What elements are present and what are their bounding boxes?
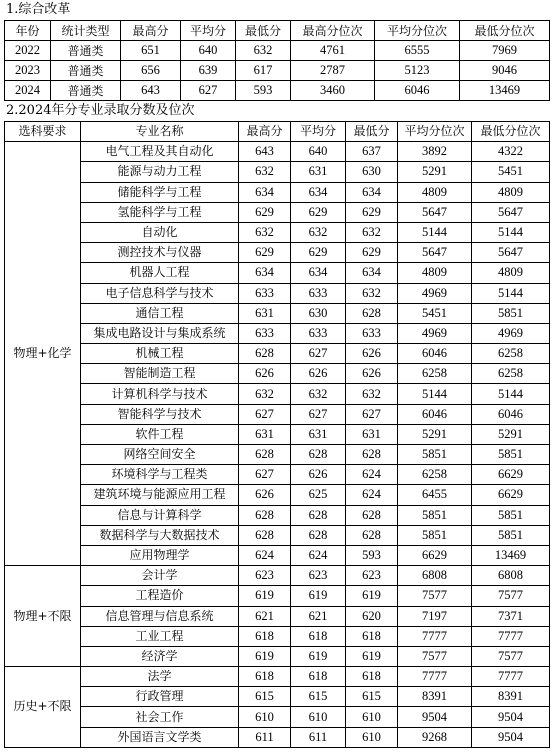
table-cell: 5291 [472, 424, 550, 444]
table-cell: 5851 [472, 505, 550, 525]
table-cell: 7777 [472, 626, 550, 646]
table-cell: 656 [121, 61, 181, 81]
major-name-cell: 集成电路设计与集成系统 [81, 323, 239, 343]
table-row [5, 263, 550, 283]
table-cell: 619 [239, 646, 291, 666]
table-cell: 628 [291, 525, 346, 545]
table-cell: 5291 [398, 162, 472, 182]
table-cell: 634 [291, 263, 346, 283]
table-cell: 631 [239, 424, 291, 444]
major-name-cell: 计算机科学与技术 [81, 384, 239, 404]
table-cell: 5851 [398, 525, 472, 545]
table-cell: 615 [346, 687, 398, 707]
column-header: 最低分 [236, 21, 291, 41]
table-cell: 629 [291, 202, 346, 222]
major-name-cell: 电气工程及其自动化 [81, 142, 239, 162]
major-name-cell: 应用物理学 [81, 545, 239, 565]
table-row [5, 646, 550, 666]
table-cell: 618 [239, 667, 291, 687]
major-name-cell: 机械工程 [81, 344, 239, 364]
table-cell: 626 [291, 465, 346, 485]
column-header: 最低分位次 [472, 122, 550, 142]
column-header: 年份 [5, 21, 51, 41]
table-row [5, 505, 550, 525]
table-cell: 633 [239, 323, 291, 343]
major-name-cell: 会计学 [81, 566, 239, 586]
table-cell: 5144 [398, 384, 472, 404]
column-header: 最低分位次 [460, 21, 550, 41]
table-cell: 7371 [472, 606, 550, 626]
table-cell: 643 [121, 81, 181, 101]
table-row [5, 667, 550, 687]
table-cell: 627 [239, 465, 291, 485]
table-cell: 619 [346, 646, 398, 666]
table-cell: 634 [239, 263, 291, 283]
table-cell: 628 [346, 505, 398, 525]
table-row [5, 485, 550, 505]
table-cell: 5144 [472, 222, 550, 242]
table-cell: 623 [346, 566, 398, 586]
subject-requirement-cell: 物理+化学 [5, 142, 81, 566]
column-header: 平均分位次 [375, 21, 460, 41]
table-cell: 5851 [472, 445, 550, 465]
table-cell: 3460 [291, 81, 375, 101]
table-cell: 627 [181, 81, 236, 101]
subject-requirement-cell: 历史+不限 [5, 667, 81, 748]
table-cell: 610 [346, 727, 398, 747]
table-cell: 630 [346, 162, 398, 182]
table-cell: 618 [346, 667, 398, 687]
table-cell: 634 [346, 182, 398, 202]
table-row [5, 61, 550, 81]
table-cell: 626 [346, 344, 398, 364]
table-cell: 5144 [472, 384, 550, 404]
table-cell: 4969 [398, 283, 472, 303]
table-cell: 631 [291, 162, 346, 182]
table-cell: 普通类 [51, 41, 121, 61]
table-cell: 629 [346, 243, 398, 263]
major-name-cell: 电子信息科学与技术 [81, 283, 239, 303]
major-name-cell: 自动化 [81, 222, 239, 242]
table-cell: 628 [346, 445, 398, 465]
section1-title: 1.综合改革 [6, 2, 71, 17]
major-name-cell: 外国语言文学类 [81, 727, 239, 747]
table-row [5, 727, 550, 747]
table-cell: 632 [291, 222, 346, 242]
table-cell: 619 [291, 646, 346, 666]
table-cell: 632 [291, 384, 346, 404]
table-cell: 615 [291, 687, 346, 707]
table-cell: 5851 [472, 303, 550, 323]
table-cell: 3892 [398, 142, 472, 162]
table-cell: 5647 [472, 243, 550, 263]
major-name-cell: 机器人工程 [81, 263, 239, 283]
table-cell: 普通类 [51, 81, 121, 101]
table-cell: 632 [346, 283, 398, 303]
column-header: 最高分位次 [291, 21, 375, 41]
column-header: 最高分 [121, 21, 181, 41]
table-cell: 628 [346, 525, 398, 545]
table-cell: 629 [239, 243, 291, 263]
table-cell: 624 [239, 545, 291, 565]
table-cell: 619 [346, 586, 398, 606]
table-cell: 621 [239, 606, 291, 626]
table-row [5, 465, 550, 485]
major-name-cell: 社会工作 [81, 707, 239, 727]
table-row [5, 364, 550, 384]
table-cell: 6629 [472, 465, 550, 485]
major-name-cell: 通信工程 [81, 303, 239, 323]
table-cell: 9268 [398, 727, 472, 747]
table-cell: 13469 [472, 545, 550, 565]
table-cell: 624 [346, 465, 398, 485]
table-cell: 6629 [472, 485, 550, 505]
major-name-cell: 经济学 [81, 646, 239, 666]
table-cell: 632 [346, 222, 398, 242]
table-cell: 5851 [398, 445, 472, 465]
table-row [5, 545, 550, 565]
table-cell: 626 [239, 364, 291, 384]
table-cell: 9504 [398, 707, 472, 727]
table-row [5, 41, 550, 61]
table-cell: 6046 [398, 344, 472, 364]
table-cell: 7577 [398, 586, 472, 606]
table-cell: 634 [291, 182, 346, 202]
table-cell: 5851 [398, 505, 472, 525]
table-cell: 634 [346, 263, 398, 283]
table-row [5, 525, 550, 545]
table-cell: 618 [291, 626, 346, 646]
table-cell: 5144 [398, 222, 472, 242]
table-header-row [5, 122, 550, 142]
table-cell: 626 [346, 364, 398, 384]
table-row [5, 202, 550, 222]
table-cell: 7577 [472, 646, 550, 666]
major-name-cell: 智能科学与技术 [81, 404, 239, 424]
table-row [5, 81, 550, 101]
table-cell: 628 [239, 445, 291, 465]
table-cell: 626 [291, 364, 346, 384]
table-cell: 625 [291, 485, 346, 505]
table-cell: 621 [291, 606, 346, 626]
column-header: 最高分 [239, 122, 291, 142]
table-row [5, 142, 550, 162]
table-cell: 627 [239, 404, 291, 424]
table-cell: 8391 [398, 687, 472, 707]
major-name-cell: 储能科学与工程 [81, 182, 239, 202]
table-row [5, 162, 550, 182]
table-cell: 630 [291, 303, 346, 323]
table-cell: 615 [239, 687, 291, 707]
table-cell: 623 [291, 566, 346, 586]
table-cell: 6046 [375, 81, 460, 101]
major-name-cell: 建筑环境与能源应用工程 [81, 485, 239, 505]
table-cell: 6046 [398, 404, 472, 424]
table-cell: 632 [346, 384, 398, 404]
table-cell: 629 [239, 202, 291, 222]
major-name-cell: 测控技术与仪器 [81, 243, 239, 263]
table-cell: 628 [291, 505, 346, 525]
table-cell: 618 [346, 626, 398, 646]
table-cell: 631 [239, 303, 291, 323]
table-cell: 640 [291, 142, 346, 162]
table-cell: 640 [181, 41, 236, 61]
section2-title: 2.2024年分专业录取分数及位次 [6, 103, 195, 118]
table-cell: 619 [239, 586, 291, 606]
table-cell: 6258 [398, 364, 472, 384]
major-name-cell: 软件工程 [81, 424, 239, 444]
table-cell: 619 [291, 586, 346, 606]
table-cell: 6258 [472, 364, 550, 384]
table-cell: 7777 [398, 667, 472, 687]
major-name-cell: 能源与动力工程 [81, 162, 239, 182]
table-cell: 627 [291, 404, 346, 424]
table-cell: 643 [239, 142, 291, 162]
table-cell: 2022 [5, 41, 51, 61]
table-row [5, 566, 550, 586]
table-cell: 6808 [398, 566, 472, 586]
table-cell: 624 [346, 485, 398, 505]
table-cell: 7577 [472, 586, 550, 606]
table-cell: 632 [239, 384, 291, 404]
table-cell: 5451 [472, 162, 550, 182]
table-header-row [5, 21, 550, 41]
table-cell: 628 [346, 303, 398, 323]
major-name-cell: 智能制造工程 [81, 364, 239, 384]
table-cell: 632 [236, 41, 291, 61]
table-cell: 6455 [398, 485, 472, 505]
table-cell: 4322 [472, 142, 550, 162]
major-name-cell: 工程造价 [81, 586, 239, 606]
table-cell: 628 [239, 344, 291, 364]
table-cell: 617 [236, 61, 291, 81]
table-cell: 2023 [5, 61, 51, 81]
table-row [5, 303, 550, 323]
major-name-cell: 数据科学与大数据技术 [81, 525, 239, 545]
table-cell: 5123 [375, 61, 460, 81]
table-cell: 4969 [472, 323, 550, 343]
table-cell: 7577 [398, 646, 472, 666]
table-row [5, 445, 550, 465]
table-cell: 7777 [472, 667, 550, 687]
table-cell: 4761 [291, 41, 375, 61]
column-header: 专业名称 [81, 122, 239, 142]
table-cell: 610 [346, 707, 398, 727]
table-cell: 593 [346, 545, 398, 565]
table-cell: 7969 [460, 41, 550, 61]
table-cell: 5144 [472, 283, 550, 303]
table-cell: 6258 [472, 344, 550, 364]
table-cell: 5647 [398, 243, 472, 263]
table-cell: 6258 [398, 465, 472, 485]
table-cell: 4809 [398, 263, 472, 283]
table-cell: 633 [239, 283, 291, 303]
table-row [5, 323, 550, 343]
table-row [5, 687, 550, 707]
table-cell: 629 [346, 202, 398, 222]
table-cell: 9046 [460, 61, 550, 81]
table-cell: 627 [346, 404, 398, 424]
major-name-cell: 环境科学与工程类 [81, 465, 239, 485]
table-cell: 610 [239, 707, 291, 727]
table-cell: 4809 [472, 182, 550, 202]
table-row [5, 222, 550, 242]
table-cell: 6555 [375, 41, 460, 61]
table-cell: 628 [239, 525, 291, 545]
table-cell: 13469 [460, 81, 550, 101]
table-row [5, 626, 550, 646]
table-cell: 5291 [398, 424, 472, 444]
table-cell: 5451 [398, 303, 472, 323]
major-name-cell: 信息与计算科学 [81, 505, 239, 525]
table-cell: 637 [346, 142, 398, 162]
table-cell: 611 [291, 727, 346, 747]
table-cell: 633 [291, 323, 346, 343]
table-cell: 633 [291, 283, 346, 303]
major-name-cell: 信息管理与信息系统 [81, 606, 239, 626]
table-cell: 631 [291, 424, 346, 444]
table-cell: 7777 [398, 626, 472, 646]
table-cell: 2024 [5, 81, 51, 101]
table-cell: 4969 [398, 323, 472, 343]
table-cell: 620 [346, 606, 398, 626]
table-row [5, 424, 550, 444]
table-cell: 9504 [472, 727, 550, 747]
table-cell: 5647 [398, 202, 472, 222]
major-admission-table [4, 121, 550, 748]
table-cell: 626 [239, 485, 291, 505]
table-cell: 628 [291, 445, 346, 465]
table-cell: 632 [239, 222, 291, 242]
major-name-cell: 网络空间安全 [81, 445, 239, 465]
table-cell: 4809 [472, 263, 550, 283]
table-row [5, 606, 550, 626]
table-cell: 7197 [398, 606, 472, 626]
table-row [5, 182, 550, 202]
table-cell: 6808 [472, 566, 550, 586]
table-cell: 651 [121, 41, 181, 61]
table-cell: 627 [291, 344, 346, 364]
major-name-cell: 工业工程 [81, 626, 239, 646]
table-row [5, 586, 550, 606]
table-row [5, 404, 550, 424]
major-name-cell: 行政管理 [81, 687, 239, 707]
table-cell: 618 [291, 667, 346, 687]
column-header: 平均分位次 [398, 122, 472, 142]
table-cell: 623 [239, 566, 291, 586]
table-row [5, 707, 550, 727]
table-cell: 4809 [398, 182, 472, 202]
table-cell: 611 [239, 727, 291, 747]
table-cell: 633 [346, 323, 398, 343]
table-cell: 6046 [472, 404, 550, 424]
table-row [5, 243, 550, 263]
table-cell: 632 [239, 162, 291, 182]
table-cell: 631 [346, 424, 398, 444]
column-header: 平均分 [181, 21, 236, 41]
table-cell: 634 [239, 182, 291, 202]
table-cell: 5647 [472, 202, 550, 222]
column-header: 平均分 [291, 122, 346, 142]
table-row [5, 283, 550, 303]
table-cell: 593 [236, 81, 291, 101]
column-header: 选科要求 [5, 122, 81, 142]
table-cell: 5851 [472, 525, 550, 545]
table-cell: 2787 [291, 61, 375, 81]
table-row [5, 344, 550, 364]
table-cell: 624 [291, 545, 346, 565]
comprehensive-reform-table [4, 20, 550, 101]
table-cell: 8391 [472, 687, 550, 707]
table-cell: 9504 [472, 707, 550, 727]
table-cell: 629 [291, 243, 346, 263]
column-header: 统计类型 [51, 21, 121, 41]
table-cell: 639 [181, 61, 236, 81]
table-cell: 628 [239, 505, 291, 525]
major-name-cell: 法学 [81, 667, 239, 687]
table-cell: 6629 [398, 545, 472, 565]
table-cell: 普通类 [51, 61, 121, 81]
table-row [5, 384, 550, 404]
table-cell: 610 [291, 707, 346, 727]
major-name-cell: 氢能科学与工程 [81, 202, 239, 222]
subject-requirement-cell: 物理+不限 [5, 566, 81, 667]
table-cell: 618 [239, 626, 291, 646]
column-header: 最低分 [346, 122, 398, 142]
